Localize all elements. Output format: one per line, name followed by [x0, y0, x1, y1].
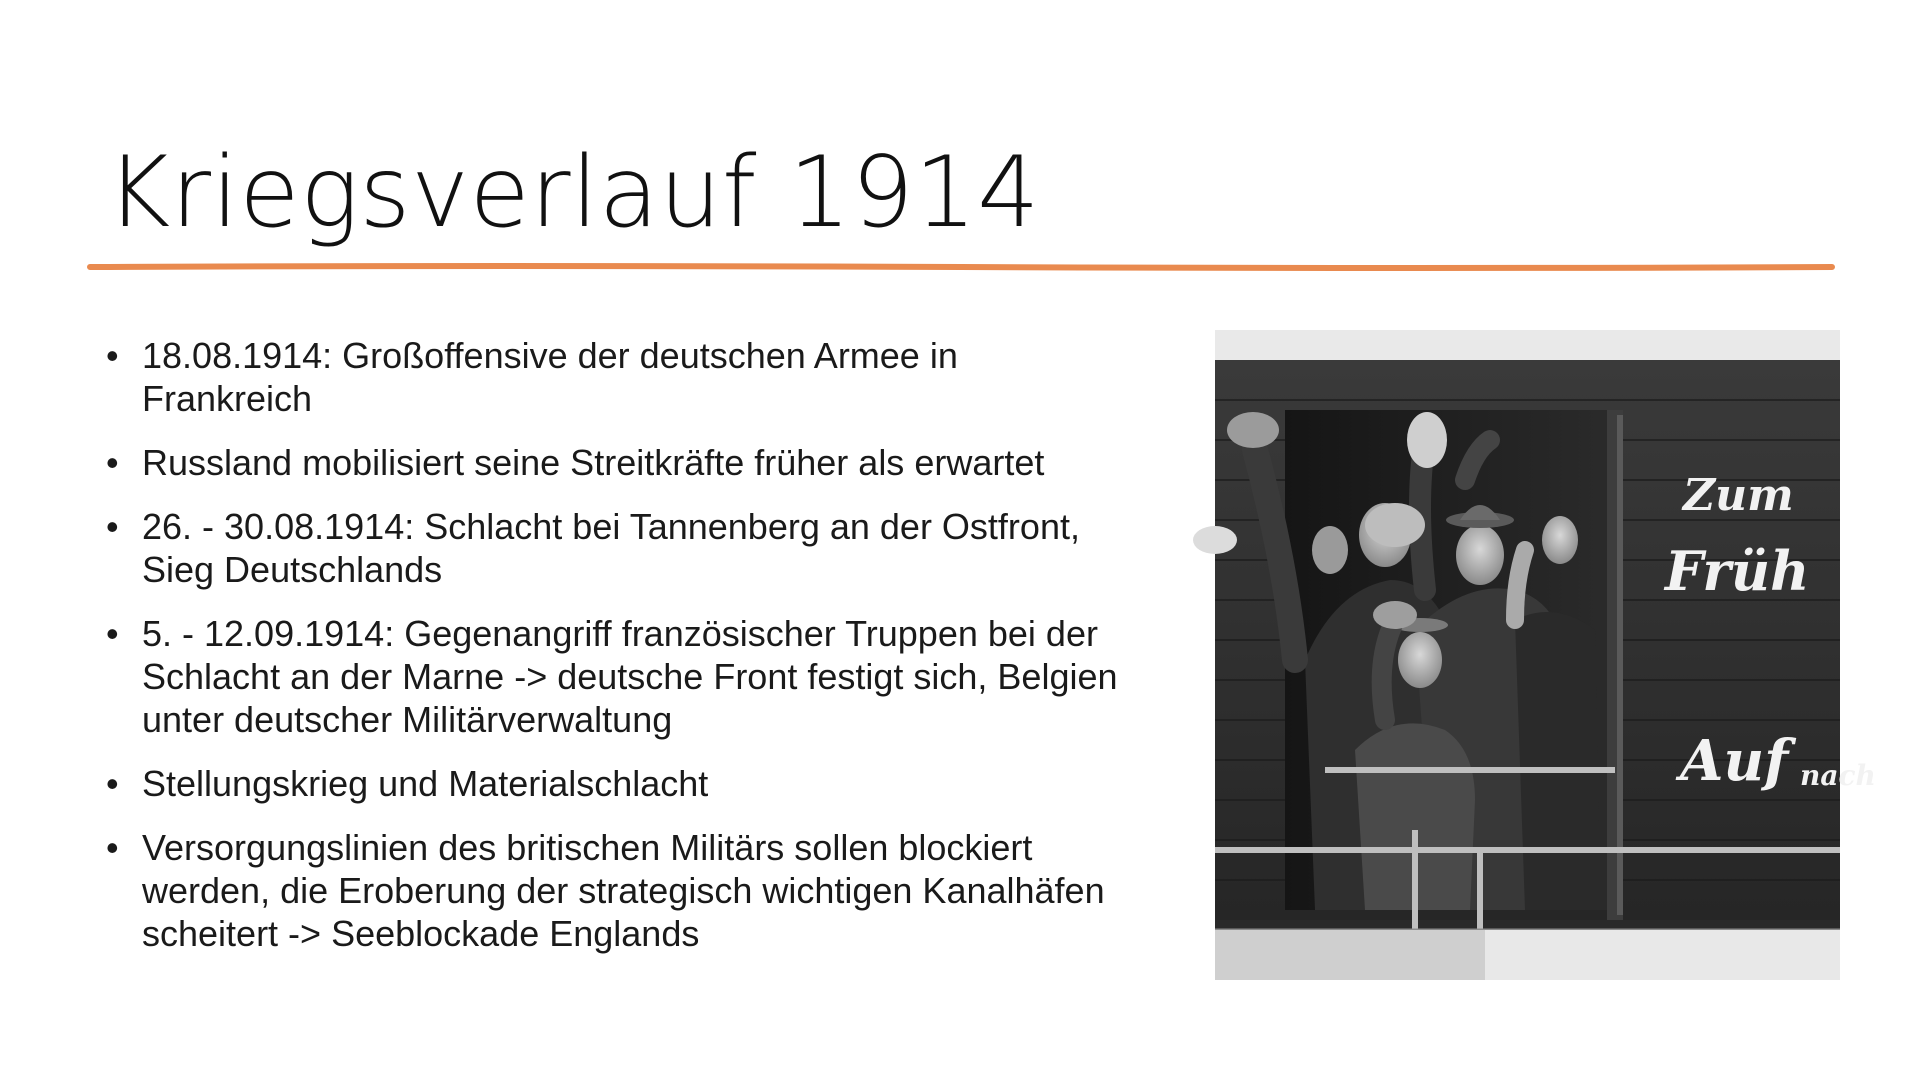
slide-title: Kriegsverlauf 1914	[106, 136, 1040, 250]
bullet-line: Versorgungslinien des britischen Militärs sollen blockiert	[142, 827, 1033, 868]
bullet-dot: •	[106, 763, 119, 804]
chalk-word: Auf	[1680, 728, 1789, 794]
bullet-dot: •	[106, 506, 119, 547]
bullet-line: 26. - 30.08.1914: Schlacht bei Tannenberg an der Ostfront,	[142, 506, 1080, 547]
chalk-word: Früh	[1665, 539, 1810, 603]
bullet-line: scheitert -> Seeblockade Englands	[142, 913, 700, 954]
bullet-dot: •	[106, 335, 119, 376]
bullet-line: Russland mobilisiert seine Streitkräfte früher als erwartet	[142, 442, 1045, 483]
historical-photo	[1215, 330, 1876, 980]
bullet-line: 18.08.1914: Großoffensive der deutschen Armee in	[142, 335, 958, 376]
bullet-item	[106, 762, 1146, 805]
bullet-dot: •	[106, 613, 119, 654]
bullet-item	[106, 441, 1146, 484]
bullet-list	[106, 334, 1146, 976]
title-underline	[88, 263, 1834, 271]
bullet-item	[106, 826, 1146, 955]
bullet-dot: •	[106, 442, 119, 483]
bullet-line: 5. - 12.09.1914: Gegenangriff französischer Truppen bei der	[142, 613, 1098, 654]
chalk-word: Zum	[1683, 470, 1794, 521]
bullet-line: Frankreich	[142, 378, 313, 419]
photo-illustration	[1215, 330, 1876, 980]
bullet-item	[106, 612, 1146, 741]
chalk-word: nach	[1800, 759, 1876, 792]
bullet-line: Schlacht an der Marne -> deutsche Front festigt sich, Belgien	[142, 656, 1118, 697]
bullet-dot: •	[106, 827, 119, 868]
bullet-item	[106, 334, 1146, 420]
bullet-line: Stellungskrieg und Materialschlacht	[142, 763, 709, 804]
bullet-line: werden, die Eroberung der strategisch wichtigen Kanalhäfen	[142, 870, 1105, 911]
bullet-line: unter deutscher Militärverwaltung	[142, 699, 673, 740]
bullet-item	[106, 505, 1146, 591]
bullet-line: Sieg Deutschlands	[142, 549, 443, 590]
